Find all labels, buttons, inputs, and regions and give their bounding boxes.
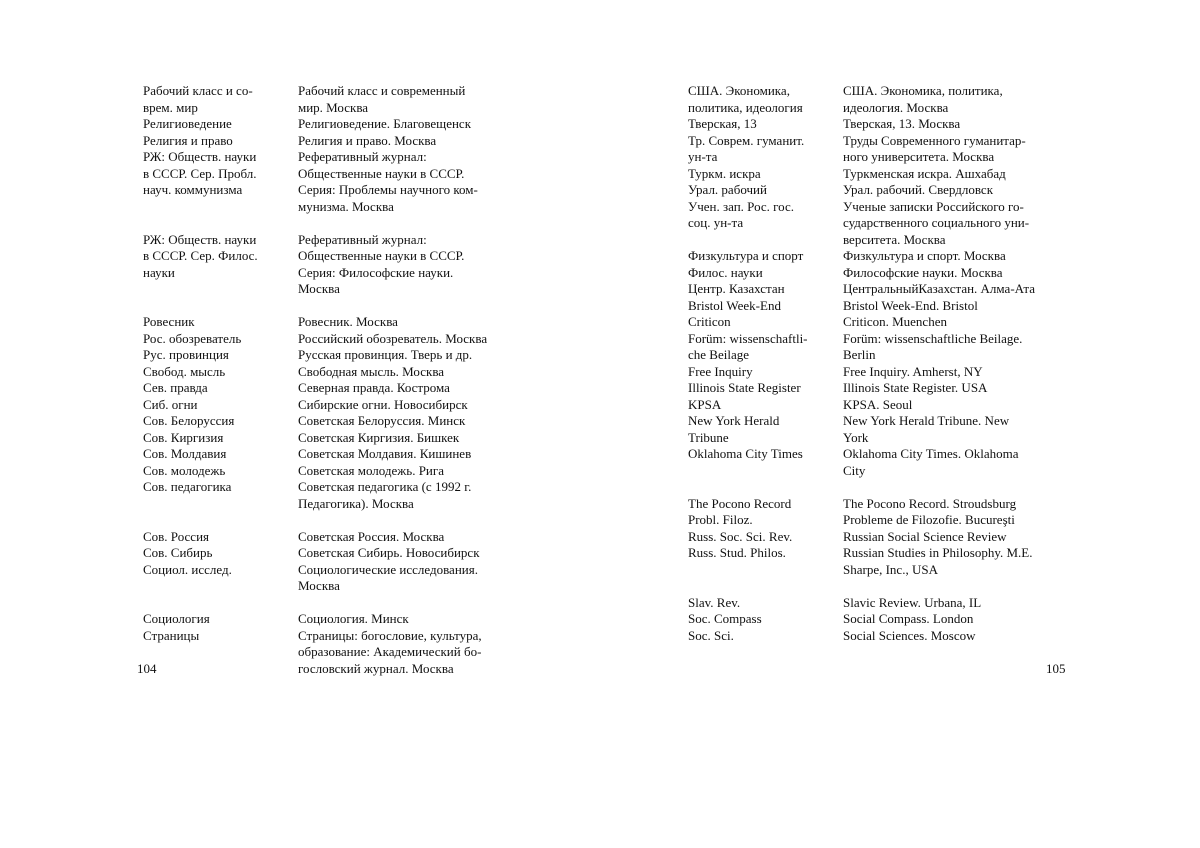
abbreviation: Russ. Stud. Philos. bbox=[688, 545, 786, 560]
abbreviation: Рус. провинция bbox=[143, 347, 229, 362]
full-title: Советская Белоруссия. Минск bbox=[298, 413, 466, 428]
list-item bbox=[143, 314, 523, 331]
full-title: The Pocono Record. Stroudsburg bbox=[843, 495, 1017, 511]
abbreviation: Сев. правда bbox=[143, 380, 208, 395]
full-title: Северная правда. Кострома bbox=[298, 380, 450, 395]
abbreviation: Страницы bbox=[143, 627, 200, 643]
abbreviation: Illinois State Register bbox=[688, 380, 801, 395]
abbreviation: Сов. Белоруссия bbox=[143, 413, 235, 428]
list-item bbox=[688, 248, 1068, 265]
abbreviation: Социология bbox=[143, 611, 210, 626]
full-title: Социологические исследования. Москва bbox=[298, 561, 478, 593]
list-item bbox=[143, 413, 523, 430]
abbreviation: Учен. зап. Рос. гос. соц. ун-та bbox=[688, 198, 795, 230]
full-title: Forüm: wissenschaftliche Beilage. Berlin bbox=[843, 330, 1023, 362]
list-item bbox=[688, 364, 1068, 381]
list-item bbox=[688, 529, 1068, 546]
full-title: Туркменская искра. Ашхабад bbox=[843, 165, 1006, 181]
list-item bbox=[143, 628, 523, 678]
full-title: New York Herald Tribune. New York bbox=[843, 413, 1010, 445]
full-title: ЦентральныйКазахстан. Алма-Ата bbox=[843, 281, 1036, 296]
full-title: Советская Россия. Москва bbox=[298, 528, 445, 544]
full-title: Criticon. Muenchen bbox=[843, 314, 947, 329]
list-item bbox=[143, 611, 523, 628]
abbreviation: Oklahoma City Times bbox=[688, 446, 803, 461]
abbreviation: США. Экономика, политика, идеология bbox=[688, 83, 803, 115]
list-item bbox=[143, 479, 523, 512]
abbreviation: Soc. Compass bbox=[688, 611, 762, 626]
full-title: Сибирские огни. Новосибирск bbox=[298, 396, 468, 412]
list-item bbox=[688, 496, 1068, 513]
abbreviation-list bbox=[143, 83, 523, 677]
full-title: Русская провинция. Тверь и др. bbox=[298, 347, 473, 362]
full-title: Советская педагогика (с 1992 г. Педагогика). Москва bbox=[298, 479, 472, 511]
list-item bbox=[688, 628, 1068, 645]
list-item bbox=[688, 595, 1068, 612]
list-item bbox=[143, 380, 523, 397]
abbreviation: The Pocono Record bbox=[688, 495, 792, 511]
list-item bbox=[688, 314, 1068, 331]
list-item bbox=[143, 116, 523, 133]
abbreviation: Рабочий класс и со- врем. мир bbox=[143, 83, 253, 115]
abbreviation: Сов. Сибирь bbox=[143, 545, 213, 560]
abbreviation: Bristol Week-End bbox=[688, 297, 781, 313]
full-title: Free Inquiry. Amherst, NY bbox=[843, 363, 983, 379]
list-item bbox=[688, 166, 1068, 183]
list-item bbox=[143, 545, 523, 562]
full-title: Probleme de Filozofie. Bucureşti bbox=[843, 512, 1015, 527]
right-page bbox=[600, 0, 1200, 848]
list-item bbox=[143, 347, 523, 364]
list-item bbox=[688, 116, 1068, 133]
abbreviation: Туркм. искра bbox=[688, 165, 761, 181]
abbreviation: Сов. молодежь bbox=[143, 462, 226, 478]
abbreviation: Физкультура и спорт bbox=[688, 248, 804, 263]
list-item bbox=[688, 83, 1068, 116]
full-title: Советская Киргизия. Бишкек bbox=[298, 429, 460, 445]
abbreviation: Ровесник bbox=[143, 314, 195, 329]
list-item bbox=[143, 529, 523, 546]
full-title: Религиоведение. Благовещенск bbox=[298, 116, 472, 131]
abbreviation-list bbox=[688, 83, 1068, 644]
abbreviation: New York Herald Tribune bbox=[688, 413, 780, 445]
full-title: США. Экономика, политика, идеология. Москва bbox=[843, 83, 1003, 115]
list-item bbox=[688, 199, 1068, 249]
full-title: Труды Современного гуманитар- ного университета. Москва bbox=[843, 132, 1026, 164]
full-title: Bristol Week-End. Bristol bbox=[843, 297, 978, 313]
abbreviation: Социол. исслед. bbox=[143, 561, 232, 577]
list-item bbox=[688, 298, 1068, 315]
list-item bbox=[143, 446, 523, 463]
abbreviation: Филос. науки bbox=[688, 264, 763, 280]
list-item bbox=[688, 446, 1068, 479]
full-title: Урал. рабочий. Свердловск bbox=[843, 182, 994, 197]
full-title: Религия и право. Москва bbox=[298, 132, 437, 148]
list-item bbox=[143, 149, 523, 215]
abbreviation: Сов. педагогика bbox=[143, 479, 232, 494]
abbreviation: KPSA bbox=[688, 396, 722, 412]
list-item bbox=[143, 562, 523, 595]
abbreviation: Свобод. мысль bbox=[143, 363, 226, 379]
abbreviation: Центр. Казахстан bbox=[688, 281, 785, 296]
full-title: Советская Сибирь. Новосибирск bbox=[298, 545, 480, 560]
full-title: Страницы: богословие, культура, образование: Академический бо- гословский журнал. Москва bbox=[298, 627, 482, 676]
abbreviation: Рос. обозреватель bbox=[143, 330, 242, 346]
full-title: Slavic Review. Urbana, IL bbox=[843, 594, 982, 610]
page-number: 105 bbox=[1046, 661, 1066, 676]
abbreviation: Probl. Filoz. bbox=[688, 512, 753, 527]
abbreviation: Религия и право bbox=[143, 132, 233, 148]
list-item bbox=[143, 397, 523, 414]
list-item bbox=[688, 265, 1068, 282]
abbreviation: Тр. Соврем. гуманит. ун-та bbox=[688, 132, 805, 164]
full-title: Ровесник. Москва bbox=[298, 314, 398, 329]
list-item bbox=[143, 364, 523, 381]
full-title: Social Compass. London bbox=[843, 611, 974, 626]
abbreviation: Сов. Молдавия bbox=[143, 446, 227, 461]
abbreviation: Сов. Россия bbox=[143, 528, 210, 544]
full-title: Физкультура и спорт. Москва bbox=[843, 248, 1006, 263]
list-item bbox=[143, 232, 523, 298]
abbreviation: Сов. Киргизия bbox=[143, 429, 224, 445]
full-title: Russian Studies in Philosophy. M.E. Sharpe, Inc., USA bbox=[843, 545, 1033, 577]
list-item bbox=[143, 133, 523, 150]
abbreviation: Тверская, 13 bbox=[688, 116, 757, 131]
list-item bbox=[688, 133, 1068, 166]
abbreviation: Forüm: wissenschaftli- che Beilage bbox=[688, 330, 808, 362]
abbreviation: Criticon bbox=[688, 314, 731, 329]
abbreviation: Free Inquiry bbox=[688, 363, 753, 379]
full-title: KPSA. Seoul bbox=[843, 396, 913, 412]
full-title: Oklahoma City Times. Oklahoma City bbox=[843, 446, 1019, 478]
list-item bbox=[143, 430, 523, 447]
full-title: Реферативный журнал: Общественные науки в СССР. Серия: Философские науки. Москва bbox=[298, 231, 465, 296]
list-item bbox=[688, 397, 1068, 414]
abbreviation: РЖ: Обществ. науки в СССР. Сер. Филос. науки bbox=[143, 231, 258, 280]
abbreviation: Сиб. огни bbox=[143, 396, 198, 412]
list-item bbox=[143, 463, 523, 480]
abbreviation: Урал. рабочий bbox=[688, 182, 767, 197]
abbreviation: Russ. Soc. Sci. Rev. bbox=[688, 528, 793, 544]
full-title: Советская молодежь. Рига bbox=[298, 462, 444, 478]
list-item bbox=[143, 83, 523, 116]
list-item bbox=[688, 331, 1068, 364]
abbreviation: Религиоведение bbox=[143, 116, 232, 131]
list-item bbox=[688, 545, 1068, 578]
full-title: Советская Молдавия. Кишинев bbox=[298, 446, 472, 461]
list-item bbox=[688, 611, 1068, 628]
list-item bbox=[688, 380, 1068, 397]
full-title: Свободная мысль. Москва bbox=[298, 363, 445, 379]
list-item bbox=[143, 331, 523, 348]
abbreviation: РЖ: Обществ. науки в СССР. Сер. Пробл. науч. коммунизма bbox=[143, 149, 257, 197]
list-item bbox=[688, 413, 1068, 446]
full-title: Социология. Минск bbox=[298, 611, 409, 626]
full-title: Russian Social Science Review bbox=[843, 528, 1007, 544]
full-title: Философские науки. Москва bbox=[843, 264, 1003, 280]
full-title: Реферативный журнал: Общественные науки в СССР. Серия: Проблемы научного ком- мунизма. Москва bbox=[298, 149, 478, 214]
list-item bbox=[688, 281, 1068, 298]
abbreviation: Slav. Rev. bbox=[688, 594, 741, 610]
page-number: 104 bbox=[137, 661, 157, 676]
list-item bbox=[688, 182, 1068, 199]
full-title: Рабочий класс и современный мир. Москва bbox=[298, 83, 466, 115]
full-title: Тверская, 13. Москва bbox=[843, 116, 961, 131]
full-title: Illinois State Register. USA bbox=[843, 380, 988, 395]
list-item bbox=[688, 512, 1068, 529]
full-title: Ученые записки Российского го- сударственного социального уни- верситета. Москва bbox=[843, 198, 1030, 247]
full-title: Российский обозреватель. Москва bbox=[298, 330, 488, 346]
abbreviation: Soc. Sci. bbox=[688, 627, 734, 643]
full-title: Social Sciences. Moscow bbox=[843, 627, 976, 643]
